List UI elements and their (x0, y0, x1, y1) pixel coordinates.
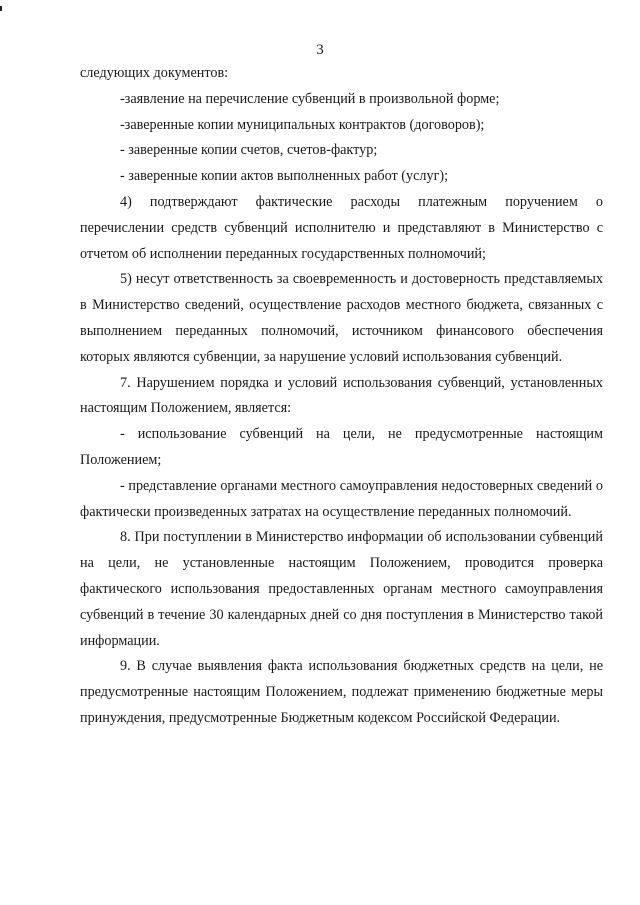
paragraph: - использование субвенций на цели, не предусмотренные настоящим Положением; (80, 426, 603, 468)
paragraph: -заявление на перечисление субвенций в произвольной форме; (120, 90, 500, 107)
page-number: 3 (316, 42, 324, 58)
scan-mark (0, 6, 2, 11)
paragraph: - представление органами местного самоуправления недостоверных сведений о фактически произведенных затратах на осуществление переданных полномочий. (80, 477, 603, 520)
paragraph: - заверенные копии счетов, счетов-фактур; (120, 142, 378, 159)
paragraph: - заверенные копии актов выполненных работ (услуг); (120, 168, 449, 185)
document-body (80, 61, 603, 732)
paragraph: 5) несут ответственность за своевременность и достоверность представляемых в Министерство сведений, осуществление расходов местного бюджета, связанных с выполнением переданных полномочий, источником финансового обеспечения которых являются субвенции, за нарушение условий использования субвенций. (80, 271, 603, 365)
paragraph: 9. В случае выявления факта использования бюджетных средств на цели, не предусмотренные настоящим Положением, подлежат применению бюджетные меры принуждения, предусмотренные Бюджетным кодексом Российской Федерации. (80, 658, 603, 726)
paragraph: 4) подтверждают фактические расходы платежным поручением о перечислении средств субвенций исполнителю и представляют в Министерство с отчетом об исполнении переданных государственных полномочий; (80, 193, 603, 262)
paragraph: 8. При поступлении в Министерство информации об использовании субвенций на цели, не установленные настоящим Положением, проводится проверка фактического использования предоставленных органам местного самоуправления субвенций в течение 30 календарных дней со дня поступления в Министерство такой информации. (80, 529, 603, 649)
paragraph: -заверенные копии муниципальных контрактов (договоров); (120, 116, 485, 133)
paragraph: 7. Нарушением порядка и условий использования субвенций, установленных настоящим Положением, является: (80, 374, 603, 417)
paragraph: следующих документов: (80, 65, 229, 81)
